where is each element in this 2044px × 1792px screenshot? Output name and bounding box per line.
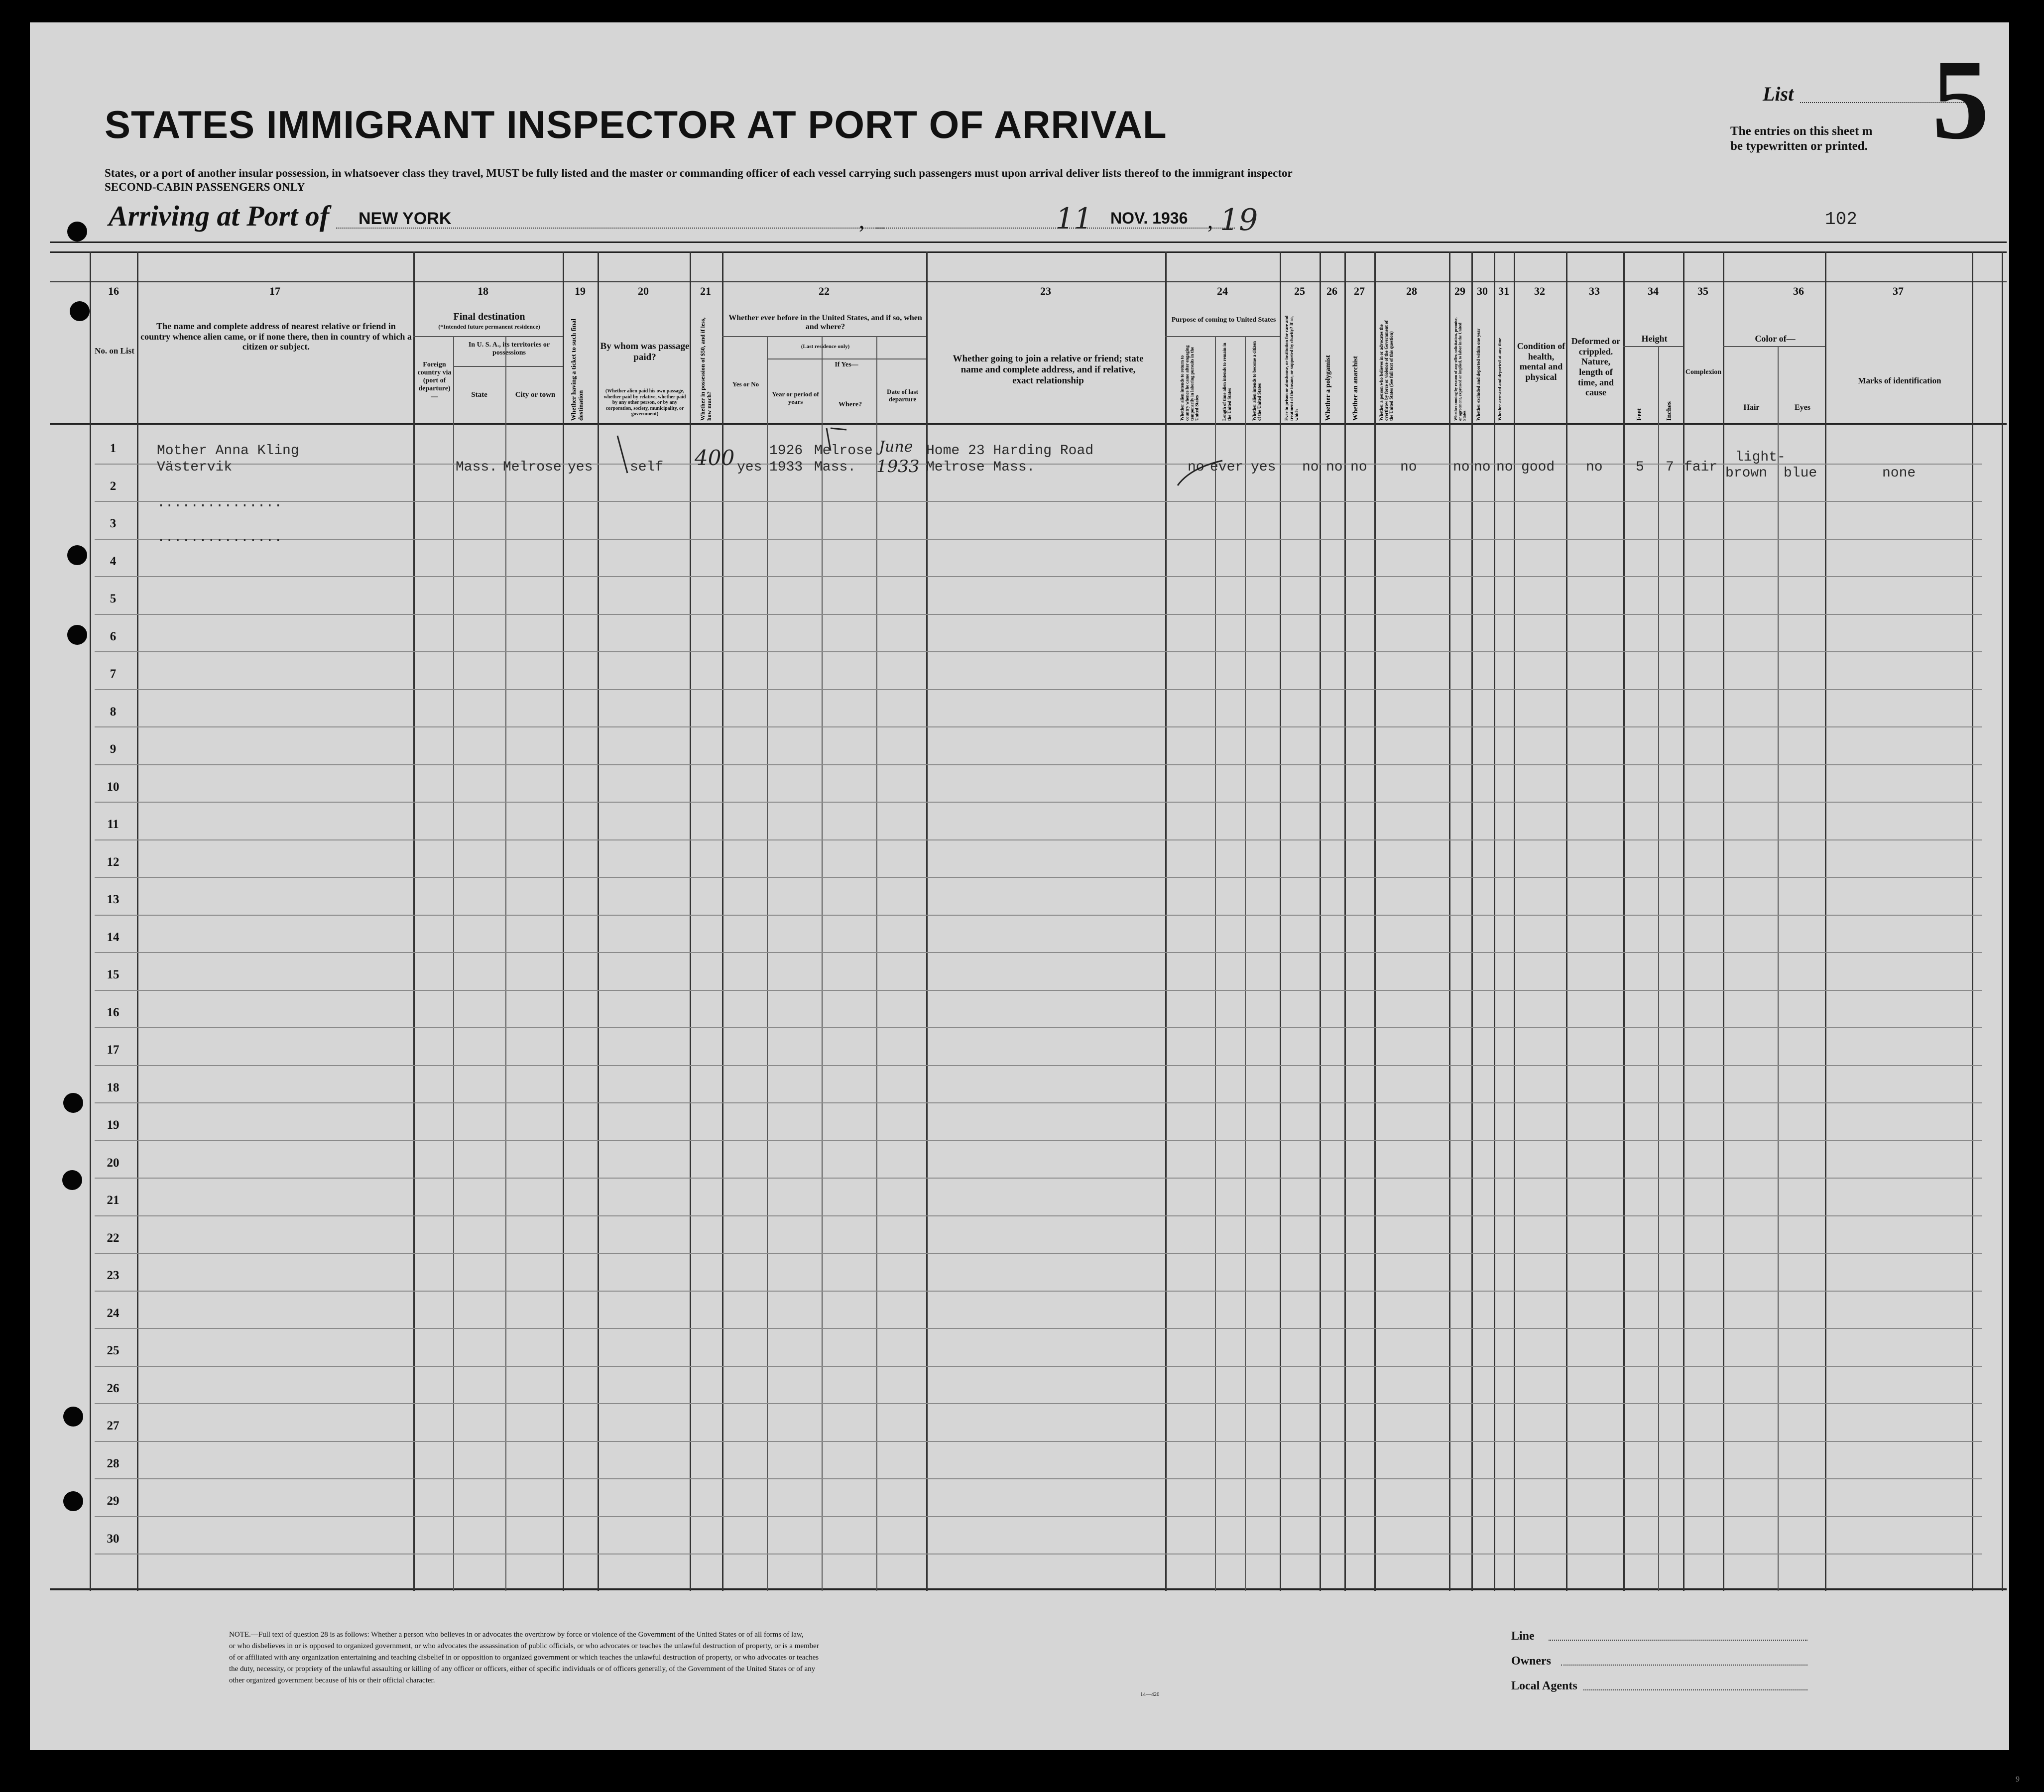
row-number-2: 2 [110,479,117,493]
punch-hole [70,301,90,321]
port-value: NEW YORK [359,209,452,228]
footer-line-label: Line [1511,1630,1535,1643]
punch-hole [67,625,87,645]
row-divider [95,764,1982,765]
year-value-2: 1933 [769,460,803,475]
row-divider [95,1478,1982,1479]
row-number-21: 21 [107,1194,120,1207]
punch-hole [67,545,87,565]
relative-address: Västervik [157,460,233,475]
column-number-33: 33 [1589,285,1600,297]
list-note-1: The entries on this sheet m [1730,124,1873,138]
col-21-header: Whether in possession of $50, and if less, how much? [699,317,713,421]
column-number-27: 27 [1354,285,1365,297]
col-22-ifyes: If Yes— [835,361,858,368]
column-number-31: 31 [1498,285,1509,297]
arrival-month-year: NOV. 1936 [1110,209,1188,227]
eyes-value: blue [1784,466,1817,481]
row-number-6: 6 [110,630,117,643]
row-number-7: 7 [110,667,117,681]
punch-hole [63,1407,83,1427]
col-18-state: State [471,391,487,399]
punch-hole [63,1491,83,1511]
subtitle-line-1: States, or a port of another insular possession, in whatsoever class they travel, MUST be fully listed and the master or commanding officer of each vessel carrying such passengers must upon arrival deliver lists thereof to the immigrant inspector [105,167,1293,179]
row-number-9: 9 [110,742,117,756]
col-37-header: Marks of identification [1858,376,1941,385]
row-number-4: 4 [110,555,117,568]
column-number-30: 30 [1477,285,1488,297]
row-number-30: 30 [107,1532,120,1546]
excluded-value: no [1474,460,1491,475]
row-divider [95,1102,1982,1103]
col-34-inches: Inches [1666,401,1673,421]
row-number-22: 22 [107,1231,120,1245]
col-16-header: No. on List [95,346,134,356]
row-number-18: 18 [107,1081,120,1094]
row-divider [95,1441,1982,1442]
row-divider [95,1291,1982,1292]
height-feet: 5 [1636,460,1644,475]
row-number-14: 14 [107,931,120,944]
col-36-eyes: Eyes [1795,403,1810,412]
col-26-header: Whether a polygamist [1324,355,1332,421]
col-22-yesno: Yes or No [732,380,759,388]
row-number-23: 23 [107,1269,120,1282]
row-number-8: 8 [110,705,117,718]
money-value: 400 [695,446,735,470]
row-number-11: 11 [107,818,119,831]
column-number-26: 26 [1326,285,1337,297]
column-number-21: 21 [700,285,711,297]
handwritten-check-marks [30,22,2009,520]
col-23-header: Whether going to join a relative or friend; state name and complete address, and if relative, exact relationship [953,354,1144,386]
row-number-5: 5 [110,592,117,605]
column-number-16: 16 [108,285,119,297]
footer-note-1: NOTE.—Full text of question 28 is as follows: Whether a person who believes in or advocates the overthrow by force or violence of the Government of the United States or of all forms of law, [229,1631,804,1639]
row-number-1: 1 [110,442,117,455]
row-divider [95,689,1982,690]
punch-hole [67,222,87,241]
row-number-29: 29 [107,1494,120,1508]
dest-city: Melrose [503,460,562,475]
dest-state: Mass. [456,460,498,475]
check-mark-where [827,428,846,451]
column-number-34: 34 [1648,285,1659,297]
health-value: good [1521,460,1555,475]
column-number-35: 35 [1697,285,1708,297]
col-28-header: Whether a person who believes in or advocates the overthrow by force or violence of the Government of the United States (See full text of this question) [1379,320,1394,421]
arrival-day: 11 [1056,202,1092,236]
col-34-feet: Feet [1636,408,1643,421]
col-18-foreign: Foreign country via (port of departure)— [417,361,452,401]
column-number-25: 25 [1294,285,1305,297]
footer-note-4: the duty, necessity, or propriety of the unlawful assaulting or killing of any officer or officers, either of specific individuals or of officers generally, of the Government of the United States or of any [229,1665,816,1673]
row-number-13: 13 [107,893,120,906]
citizen-value: yes [1251,460,1276,475]
row-divider [95,990,1982,991]
row-divider [95,1065,1982,1066]
footer-note-3: of or affiliated with any organization entertaining and teaching disbelief in or opposition to organized government or which teaches the unlawful destruction of property, or who advocates or teaches [229,1654,819,1662]
col-24-citizen: Whether alien intends to become a citizen of the United States [1252,341,1262,421]
row-divider [95,1516,1982,1517]
ditto-row-2: ............... [157,495,283,511]
row-divider [95,952,1982,953]
col-33-header: Deformed or crippled. Nature, length of time, and cause [1571,336,1621,398]
ditto-row-3: ............... [157,530,283,546]
row-number-12: 12 [107,855,120,869]
column-number-19: 19 [575,285,586,297]
punch-hole [63,1093,83,1113]
col-18-title: Final destination [453,311,525,322]
col-22-year: Year or period of years [772,390,819,405]
table-bottom-border [50,1588,2007,1590]
row-divider [95,1253,1982,1254]
col-18-city: City or town [515,391,556,399]
list-number: 5 [1932,36,1989,163]
corner-mark: 9 [2016,1775,2020,1784]
where-value-1: Melrose [814,443,873,459]
deported-value: no [1496,460,1513,475]
col-29-header: Whether coming by reason of any offer, solicitation, promise, or agreement, expressed or implied, to labor in the United States [1453,317,1467,421]
ticket-value: yes [568,460,593,475]
col-22-date: Date of last departure [887,388,918,403]
col-35-header: Complexion [1685,368,1722,376]
arriving-label: Arriving at Port of [109,200,330,232]
row-divider [95,1553,1982,1554]
anarchist-value: no [1350,460,1367,475]
footer-agents-field [1583,1689,1807,1690]
footer-agents-label: Local Agents [1511,1679,1577,1692]
row-divider [95,1328,1982,1329]
row-divider [95,877,1982,878]
col-24-length: Length of time alien intends to remain in the United States [1222,343,1232,421]
row-number-19: 19 [107,1118,120,1132]
col-18-usa: In U. S. A., its territories or possessions [468,341,550,357]
relative-name: Mother Anna Kling [157,443,299,459]
year-prefix: 19 [1220,203,1258,238]
where-value-2: Mass. [814,460,856,475]
col-24-return: Whether alien intends to return to country whence he came after engaging temporarily in laboring pursuits in the United States [1180,345,1200,421]
column-number-24: 24 [1217,285,1228,297]
footer-note-5: other organized government because of his or their official character. [229,1676,435,1684]
row-divider [95,576,1982,577]
row-number-24: 24 [107,1307,120,1320]
marks-value: none [1882,466,1916,481]
row-divider [95,726,1982,727]
col-24-title: Purpose of coming to United States [1171,316,1276,324]
row-number-25: 25 [107,1344,120,1357]
hair-value-1: light- [1735,450,1786,465]
col-22-title: Whether ever before in the United States, and if so, when and where? [728,314,922,332]
subtitle-line-2: SECOND-CABIN PASSENGERS ONLY [105,181,305,193]
col-25-header: Ever in prison or almshouse, or institution for care and treatment of the insane, or supported by charity? If so, which [1284,315,1299,421]
row-divider [95,839,1982,840]
column-number-23: 23 [1040,285,1051,297]
polygamist-value: no [1326,460,1343,475]
join-address-1: Home 23 Harding Road [926,443,1094,459]
col-17-header: The name and complete address of nearest relative or friend in country whence alien came, or if none there, then in country of which a citizen or subject. [140,321,412,352]
row-number-10: 10 [107,780,120,794]
row-divider [95,1178,1982,1179]
list-note-2: be typewritten or printed. [1730,139,1868,153]
depart-year: 1933 [876,457,920,477]
footer-note-2: or who disbelieves in or is opposed to organized government, or who advocates the assassination of public officials, or who advocates or teaches the unlawful destruction of property, or is a member [229,1642,819,1650]
col-31-header: Whether arrested and deported at any time [1497,338,1502,421]
row-number-26: 26 [107,1382,120,1395]
column-number-29: 29 [1454,285,1465,297]
prison-value: no [1302,460,1319,475]
join-address-2: Melrose Mass. [926,460,1035,475]
col-36-title: Color of— [1755,334,1796,344]
column-number-22: 22 [819,285,830,297]
punch-hole [62,1170,82,1190]
row-divider [95,614,1982,615]
height-inches: 7 [1666,460,1674,475]
column-number-32: 32 [1534,285,1545,297]
deformed-value: no [1586,460,1603,475]
length-value: ever [1210,460,1244,475]
row-divider [95,1366,1982,1367]
row-divider [95,1027,1982,1028]
page-number: 102 [1825,209,1857,230]
footer-owners-label: Owners [1511,1655,1551,1668]
footer-owners-field [1561,1665,1807,1666]
page-title: STATES IMMIGRANT INSPECTOR AT PORT OF ARRIVAL [105,103,1167,146]
manifest-sheet: STATES IMMIGRANT INSPECTOR AT PORT OF ARRIVAL States, or a port of another insular possession, in whatsoever class they travel, MUST be fully listed and the master or commanding officer of each vessel carrying such passengers must upon arrival deliver lists thereof to the immigrant inspector SECOND-CABIN PASSENGERS ONLY List 5 The entries on this sheet m be typewritten or printed. Arriving at Port of NEW YORK , 11 NOV. 1936 , 19 102 16 17 18 19 20 21 22 23 24 25 26 27 28 29 30 31 32 33 34 35 36 37 The name and complete address of nearest relative or friend in country whence alien came, or if none there, then in country of which a citizen or subject. No. on List Final destination (*Intended future permanent residence) Foreign country via (port of departure)— In U. S. A., its territories or possessions State City or town Whether having a ticket to such final destination By whom was passage paid? (Whether alien paid his own passage, whether paid by relative, whether paid by any other person, or by any corporation, society, municipality, or government) Whether in possession of $50, and if less, how much? Whether ever before in the United States, and if so, when and where? (Last residence only) Yes or No If Yes— Year or period of years Where? Date of last departure Whether going to join a relative or friend; state name and complete address, and if relative, exact relationship Purpose of coming to United States Whether alien intends to return to country whence he came after engaging temporarily in laboring pursuits in the United States Length of time alien intends to remain in the United States Whether alien intends to become a citizen of the United States Ever in prison or almshouse, or institution for care and treatment of the insane, or supported by charity? If so, which Whether a polygamist Whether an anarchist Whether a person who believes in or advocates the overthrow by force or violence of the Government of the United States (See full text of this question) Whether coming by reason of any offer, solicitation, promise, or agreement, expressed or implied, to labor in the United States Whether excluded and deported within one year Whether arrested and deported at any time Condition of health, mental and physical Deformed or crippled. Nature, length of time, and cause Height Feet Inches Complexion Color of— Hair Eyes Marks of identification 1 2 3 4 5 6 7 8 9 10 11 12 13 14 15 16 17 18 19 20 21 22 23 24 25 26 27 28 29 30 Mother Anna Kling Västervik Mass. Melrose yes self 400 yes 1926 1933 Melrose Mass. June 1933 Home 23 Harding Road Melrose Mass. no ever yes no no no no no no no good no 5 7 fair light- brown blue none ............... ............... NOTE.—Full text of question 28 is as follows: Whether a person who believes in or advocates the overthrow by force or violence of the Government of the United States or of all forms of law, or who disbelieves in or is opposed to organized government, or who advocates the assassination of public officials, or who advocates or teaches the unlawful destruction of property, or is a member of or affiliated with any organization entertaining and teaching disbelief in or opposition to organized government or which teaches the unlawful destruction of property, or who advocates or teaches the duty, necessity, or propriety of the unlawful assaulting or killing of any officer or officers, either of specific individuals or of officers generally, of the Government of the United States or of any other organized government because of his or their official character. 14—420 Line Owners Local Agents [30,22,2009,1750]
column-number-20: 20 [638,285,649,297]
form-code: 14—420 [1140,1691,1160,1697]
col-22-where: Where? [838,401,862,408]
col-20-note: (Whether alien paid his own passage, whether paid by relative, whether paid by any other person, or by any corporation, society, municipality, or government) [603,388,686,417]
column-number-37: 37 [1893,285,1904,297]
row-divider [95,915,1982,916]
overthrow-value: no [1400,460,1417,475]
row-number-28: 28 [107,1457,120,1470]
row-number-27: 27 [107,1419,120,1433]
col-19-header: Whether having a ticket to such final destination [570,319,585,421]
row-number-17: 17 [107,1043,120,1057]
row-divider [95,651,1982,652]
row-divider [95,802,1982,803]
row-divider [95,1215,1982,1216]
col-30-header: Whether excluded and deported within one year [1476,328,1481,421]
return-value: no [1188,460,1204,475]
row-divider [95,1403,1982,1404]
col-20-title: By whom was passage paid? [600,341,690,362]
footer-line-field [1549,1640,1807,1641]
row-number-15: 15 [107,968,120,981]
row-number-20: 20 [107,1156,120,1170]
col-27-header: Whether an anarchist [1352,356,1359,421]
complexion-value: fair [1684,460,1718,475]
check-mark-paid [617,436,627,473]
row-number-3: 3 [110,517,117,530]
row-number-16: 16 [107,1006,120,1019]
column-number-28: 28 [1406,285,1417,297]
before-yes-value: yes [737,460,762,475]
column-number-36: 36 [1793,285,1804,297]
col-32-header: Condition of health, mental and physical [1517,341,1565,382]
depart-month: June [879,438,913,456]
col-34-title: Height [1641,334,1668,344]
paid-by-value: self [630,460,664,475]
col-22-subtitle: (Last residence only) [801,344,850,350]
check-mark-purpose [1178,461,1222,485]
year-value-1: 1926 [769,443,803,459]
list-label: List [1763,83,1794,105]
col-36-hair: Hair [1743,403,1760,412]
hair-value-2: brown [1725,466,1768,481]
labor-value: no [1453,460,1470,475]
row-divider [95,539,1982,540]
column-number-17: 17 [269,285,280,297]
col-18-subtitle: (*Intended future permanent residence) [438,323,540,330]
row-divider [95,1140,1982,1141]
column-number-18: 18 [478,285,488,297]
